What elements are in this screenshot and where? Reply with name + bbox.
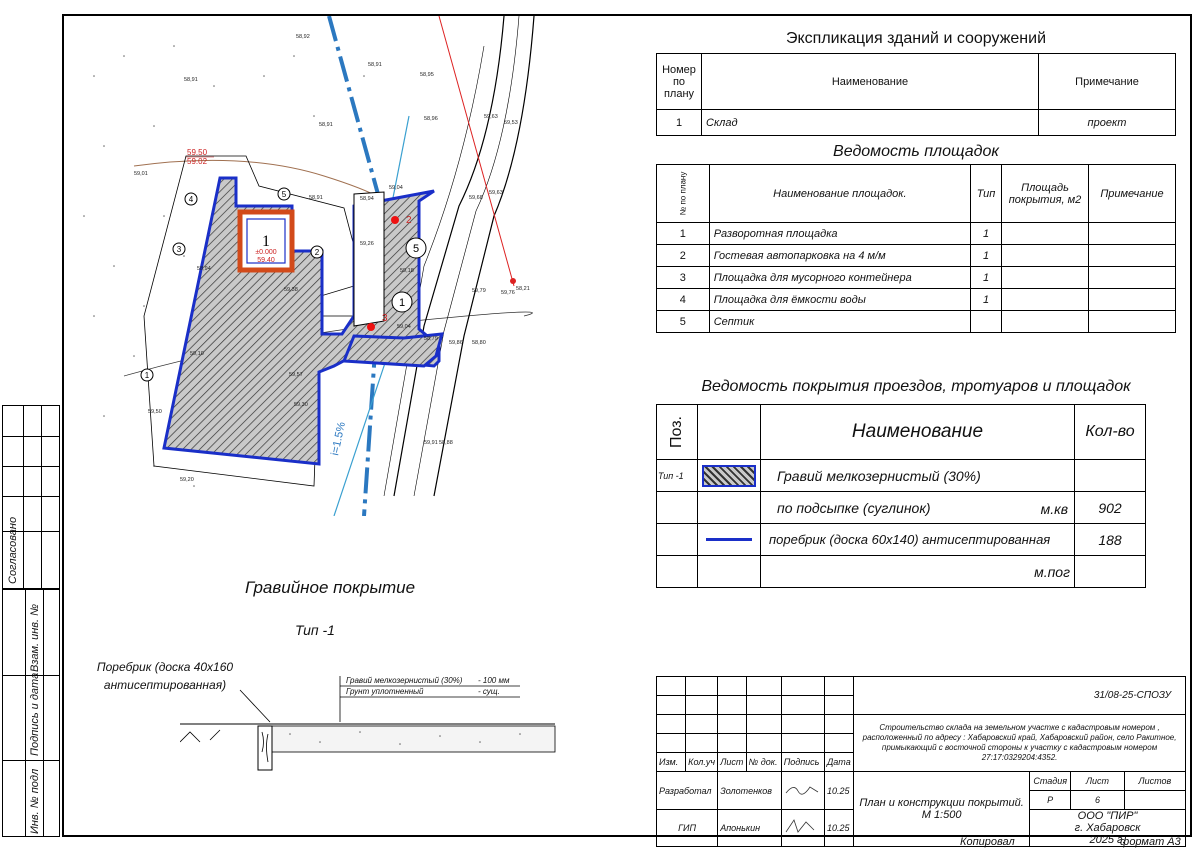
section-drawing	[180, 672, 560, 772]
layer-1-value: - 100 мм	[478, 676, 510, 685]
col-doc: № док.	[746, 753, 781, 772]
sheet-value: 6	[1071, 791, 1124, 810]
svg-text:58,80: 58,80	[472, 340, 486, 346]
table-row: 5 Септик	[657, 311, 1176, 333]
svg-text:59,01: 59,01	[134, 171, 148, 177]
copied-label: Копировал	[960, 836, 1015, 848]
svg-text:58,91: 58,91	[309, 195, 323, 201]
side-inv-box	[2, 589, 60, 837]
side-agreed-box	[2, 405, 60, 589]
sites-title: Ведомость площадок	[833, 143, 999, 160]
section-subtitle: Тип -1	[295, 622, 335, 638]
title-block	[656, 676, 1186, 847]
expl-row-note: проект	[1039, 110, 1176, 136]
org-3: 2025 г.	[1089, 834, 1126, 846]
agreed-label: Согласовано	[7, 516, 19, 584]
gravel-swatch	[702, 465, 756, 487]
inv-replace-label: Взам. инв. №	[29, 603, 41, 672]
col-izm: Изм.	[657, 753, 686, 772]
expl-header-num: Номер по плану	[657, 54, 702, 110]
col-date: Дата	[824, 753, 853, 772]
svg-text:58,91: 58,91	[368, 62, 382, 68]
layer-2-value: - сущ.	[478, 687, 500, 696]
sites-header-note: Примечание	[1089, 165, 1176, 223]
coverage-header-pos: Поз.	[668, 416, 685, 448]
building-elev: 59.40	[257, 257, 275, 264]
coverage-unit-m: м.пог	[761, 556, 1075, 588]
svg-text:59,63: 59,63	[489, 190, 503, 196]
building-number: 1	[262, 233, 270, 250]
svg-text:59,04: 59,04	[389, 185, 403, 191]
svg-text:59,18: 59,18	[400, 268, 414, 274]
org-2: г. Хабаровск	[1074, 822, 1141, 834]
inv-orig-label: Инв. № подл	[29, 768, 41, 834]
svg-text:59,86: 59,86	[449, 340, 463, 346]
role-1: Разработал	[657, 772, 718, 810]
expl-row-num: 1	[657, 110, 702, 136]
svg-text:4: 4	[188, 195, 194, 204]
svg-text:58,91: 58,91	[184, 77, 198, 83]
svg-text:59,53: 59,53	[504, 120, 518, 126]
coverage-qty-curb: 188	[1075, 524, 1146, 556]
role-2: ГИП	[657, 810, 718, 847]
date-1: 10.25	[824, 772, 853, 810]
svg-text:59,04: 59,04	[397, 324, 411, 330]
doc-code: 31/08-25-СПОЗУ	[854, 677, 1186, 715]
mark-2: 2	[406, 215, 412, 226]
svg-text:5: 5	[412, 243, 420, 255]
sites-header-num: № по плану	[678, 171, 688, 216]
svg-text:59,10: 59,10	[190, 351, 204, 357]
site-plan	[64, 16, 660, 516]
curb-label-2: антисептированная)	[103, 678, 227, 692]
slope-label: i=1.5%	[329, 420, 348, 457]
explication-table	[656, 53, 1176, 136]
layer-1-label: Гравий мелкозернистый (30%)	[346, 676, 463, 685]
format-label: формат А3	[1120, 836, 1181, 848]
svg-text:2: 2	[314, 248, 320, 257]
elev-bottom: 59.02	[187, 157, 208, 166]
sheet-label: Лист	[1071, 772, 1124, 791]
curb-label-1: Поребрик (доска 40х160	[96, 660, 234, 674]
explication-title: Экспликация зданий и сооружений	[785, 30, 1047, 47]
svg-text:5: 5	[281, 190, 287, 199]
sites-header-type: Тип	[971, 165, 1002, 223]
table-row: 1 Разворотная площадка 1	[657, 223, 1176, 245]
elev-top: 59.50	[187, 148, 208, 157]
stage-value: Р	[1030, 791, 1071, 810]
table-row: 3 Площадка для мусорного контейнера 1	[657, 267, 1176, 289]
coverage-type-label: Тип -1	[657, 460, 698, 492]
building-zero: ±0.000	[255, 249, 277, 256]
table-row: 2 Гостевая автопарковка на 4 м/м 1	[657, 245, 1176, 267]
expl-header-note: Примечание	[1039, 54, 1176, 110]
svg-text:58,92: 58,92	[296, 34, 310, 40]
svg-text:59,50: 59,50	[148, 409, 162, 415]
svg-text:1: 1	[398, 297, 406, 309]
col-list: Лист	[718, 753, 746, 772]
svg-text:3: 3	[176, 245, 182, 254]
col-kolu: Кол.уч	[686, 753, 718, 772]
svg-text:58,94: 58,94	[360, 196, 374, 202]
sheets-label: Листов	[1124, 772, 1185, 791]
name-2: Апонькин	[718, 810, 782, 847]
col-sign: Подпись	[781, 753, 824, 772]
svg-text:58,79: 58,79	[424, 336, 438, 342]
coverage-header-name: Наименование	[761, 405, 1075, 460]
svg-text:58,88: 58,88	[439, 440, 453, 446]
sheet-title-2: М 1:500	[921, 809, 962, 821]
sites-table	[656, 164, 1176, 333]
svg-text:59,79: 59,79	[472, 288, 486, 294]
coverage-qty-m2: 902	[1075, 492, 1146, 524]
table-row: 4 Площадка для ёмкости воды 1	[657, 289, 1176, 311]
svg-text:59,63: 59,63	[484, 114, 498, 120]
sheet-title-1: План и конструкции покрытий.	[859, 797, 1024, 809]
svg-text:59,68: 59,68	[469, 195, 483, 201]
svg-text:58,94: 58,94	[197, 266, 211, 272]
expl-row-name: Склад	[702, 110, 1039, 136]
svg-text:59,76: 59,76	[501, 290, 515, 296]
curb-line-swatch	[706, 538, 752, 541]
svg-text:58,96: 58,96	[424, 116, 438, 122]
svg-text:1: 1	[144, 371, 150, 380]
coverage-table	[656, 404, 1146, 588]
sites-header-name: Наименование площадок.	[709, 165, 970, 223]
svg-text:59,30: 59,30	[294, 402, 308, 408]
svg-text:59,26: 59,26	[360, 241, 374, 247]
coverage-title: Ведомость покрытия проездов, тротуаров и площадок	[701, 378, 1131, 395]
date-2: 10.25	[824, 810, 853, 847]
svg-text:58,21: 58,21	[516, 286, 530, 292]
mark-3: 3	[382, 313, 388, 324]
expl-header-name: Наименование	[702, 54, 1039, 110]
coverage-bedding: по подсыпке (суглинок)	[777, 499, 931, 516]
signature-1	[784, 783, 820, 797]
coverage-header-qty: Кол-во	[1075, 405, 1146, 460]
svg-text:59,57: 59,57	[289, 372, 303, 378]
coverage-gravel: Гравий мелкозернистый (30%)	[761, 460, 1075, 492]
svg-text:58,91: 58,91	[319, 122, 333, 128]
signature-2	[784, 818, 820, 836]
coverage-unit-m2: м.кв	[1040, 501, 1068, 517]
name-1: Золотенков	[718, 772, 782, 810]
stage-label: Стадия	[1030, 772, 1071, 791]
layer-2-label: Грунт уплотненный	[346, 687, 424, 696]
svg-text:59,91: 59,91	[424, 440, 438, 446]
sign-date-label: Подпись и дата	[29, 672, 41, 756]
svg-text:58,95: 58,95	[420, 72, 434, 78]
sites-header-area: Площадь покрытия, м2	[1002, 165, 1089, 223]
svg-text:59,38: 59,38	[284, 287, 298, 293]
coverage-curb: поребрик (доска 60х140) антисептированная	[761, 524, 1075, 556]
section-title: Гравийное покрытие	[244, 578, 416, 597]
doc-description: Строительство склада на земельном участке с кадастровым номером , расположенный по адресу : Хабаровский край, Хабаровский район, село Ракитное, примыкающий с восточной стороны к участку с кадастровым номером 27:17:0329204:4352.	[854, 715, 1186, 772]
svg-text:59,20: 59,20	[180, 477, 194, 483]
org-1: ООО "ПИР"	[1077, 810, 1138, 822]
